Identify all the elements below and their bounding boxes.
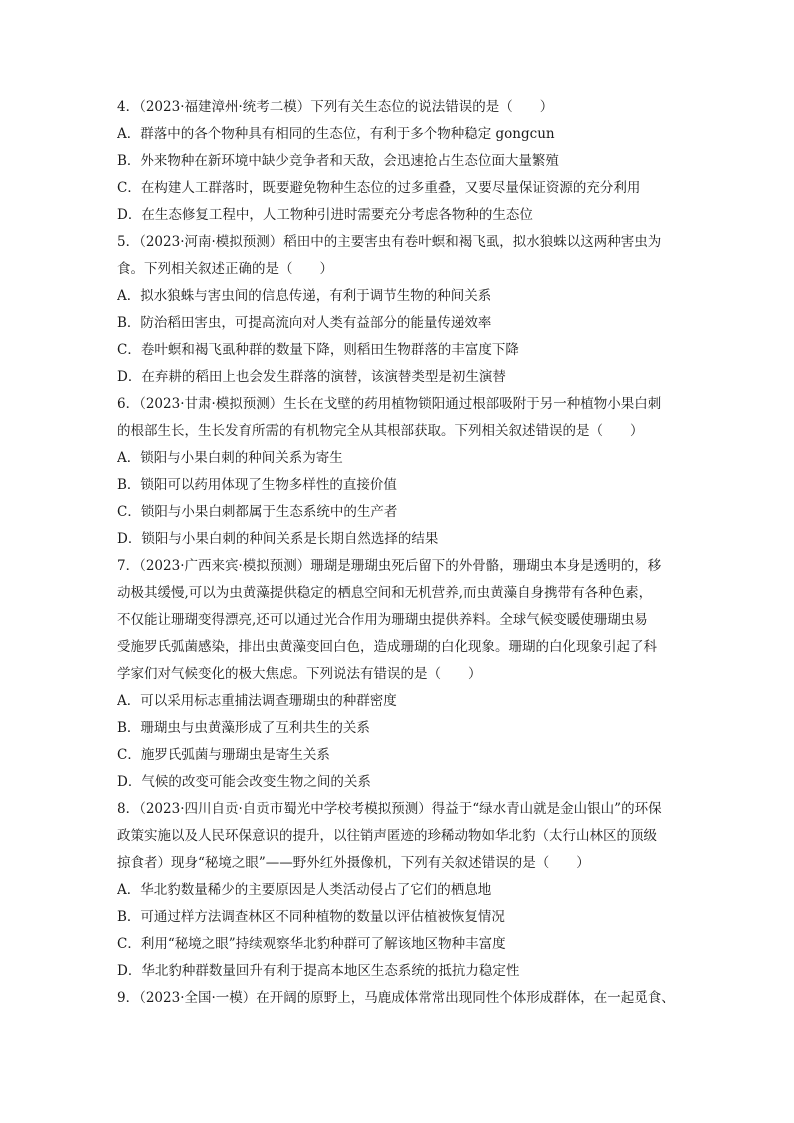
question-stem-line: 6．（2023·甘肃·模拟预测）生长在戈壁的药用植物锁阳通过根部吸附于另一种植物小果白刺 (117, 396, 662, 412)
question-6 (117, 391, 682, 553)
answer-option: B．外来物种在新环境中缺少竞争者和天敌，会迅速抢占生态位面大量繁殖 (117, 153, 559, 169)
question-list (117, 94, 682, 1012)
question-stem-line: 的根部生长，生长发育所需的有机物完全从其根部获取。下列相关叙述错误的是（ ） (117, 423, 644, 439)
answer-option: B．锁阳可以药用体现了生物多样性的直接价值 (117, 477, 397, 493)
question-stem-line: 9．（2023·全国·一模）在开阔的原野上，马鹿成体常常出现同性个体形成群体，在一起觅食、 (117, 990, 675, 1006)
answer-option: A．华北豹数量稀少的主要原因是人类活动侵占了它们的栖息地 (117, 882, 492, 898)
answer-option: B．可通过样方法调查林区不同种植物的数量以评估植被恢复情况 (117, 909, 505, 925)
question-9 (117, 985, 682, 1012)
answer-option: C．卷叶螟和褐飞虱种群的数量下降，则稻田生物群落的丰富度下降 (117, 342, 519, 358)
question-stem-line: 8．（2023·四川自贡·自贡市蜀光中学校考模拟预测）得益于“绿水青山就是金山银山”的环保 (117, 801, 662, 817)
answer-option: B．防治稻田害虫，可提高流向对人类有益部分的能量传递效率 (117, 315, 492, 331)
answer-option: A．群落中的各个物种具有相同的生态位，有利于多个物种稳定 gongcun (117, 126, 555, 142)
question-stem-line: 5．（2023·河南·模拟预测）稻田中的主要害虫有卷叶螟和褐飞虱，拟水狼蛛以这两种害虫为 (117, 234, 662, 250)
question-stem-line: 动极其缓慢,可以为虫黄藻提供稳定的栖息空间和无机营养,而虫黄藻自身携带有各种色素， (117, 585, 653, 601)
answer-option: C．施罗氏弧菌与珊瑚虫是寄生关系 (117, 747, 330, 763)
question-stem-line: 政策实施以及人民环保意识的提升，以往销声匿迹的珍稀动物如华北豹（太行山林区的顶级 (117, 828, 657, 844)
answer-option: A．锁阳与小果白刺的种间关系为寄生 (117, 450, 343, 466)
answer-option: D．在弃耕的稻田上也会发生群落的演替，该演替类型是初生演替 (117, 369, 506, 385)
answer-option: A．可以采用标志重捕法调查珊瑚虫的种群密度 (117, 693, 397, 709)
answer-option: C．在构建人工群落时，既要避免物种生态位的过多重叠，又要尽量保证资源的充分利用 (117, 180, 641, 196)
answer-option: D．在生态修复工程中，人工物种引进时需要充分考虑各物种的生态位 (117, 207, 533, 223)
answer-option: C．锁阳与小果白刺都属于生态系统中的生产者 (117, 504, 398, 520)
answer-option: A．拟水狼蛛与害虫间的信息传递，有利于调节生物的种间关系 (117, 288, 492, 304)
question-stem-line: 食。下列相关叙述正确的是（ ） (117, 261, 333, 277)
question-stem-line: 4．（2023·福建漳州·统考二模）下列有关生态位的说法错误的是（ ） (117, 99, 554, 115)
answer-option: D．华北豹种群数量回升有利于提高本地区生态系统的抵抗力稳定性 (117, 963, 520, 979)
answer-option: B．珊瑚虫与虫黄藻形成了互利共生的关系 (117, 720, 370, 736)
answer-option: D．锁阳与小果白刺的种间关系是长期自然选择的结果 (117, 531, 439, 547)
answer-option: D．气候的改变可能会改变生物之间的关系 (117, 774, 371, 790)
question-stem-line: 不仅能让珊瑚变得漂亮,还可以通过光合作用为珊瑚虫提供养料。全球气候变暖使珊瑚虫易 (117, 612, 648, 628)
question-stem-line: 7．（2023·广西来宾·模拟预测）珊瑚是珊瑚虫死后留下的外骨骼，珊瑚虫本身是透明的，移 (117, 558, 662, 574)
question-7 (117, 553, 682, 796)
question-4 (117, 94, 682, 229)
question-8 (117, 796, 682, 985)
question-stem-line: 掠食者）现身“秘境之眼”——野外红外摄像机，下列有关叙述错误的是（ ） (117, 855, 590, 871)
question-5 (117, 229, 682, 391)
answer-option: C．利用“秘境之眼”持续观察华北豹种群可了解该地区物种丰富度 (117, 936, 506, 952)
question-stem-line: 学家们对气候变化的极大焦虑。下列说法有错误的是（ ） (117, 666, 482, 682)
question-stem-line: 受施罗氏弧菌感染，排出虫黄藻变回白色，造成珊瑚的白化现象。珊瑚的白化现象引起了科 (117, 639, 657, 655)
